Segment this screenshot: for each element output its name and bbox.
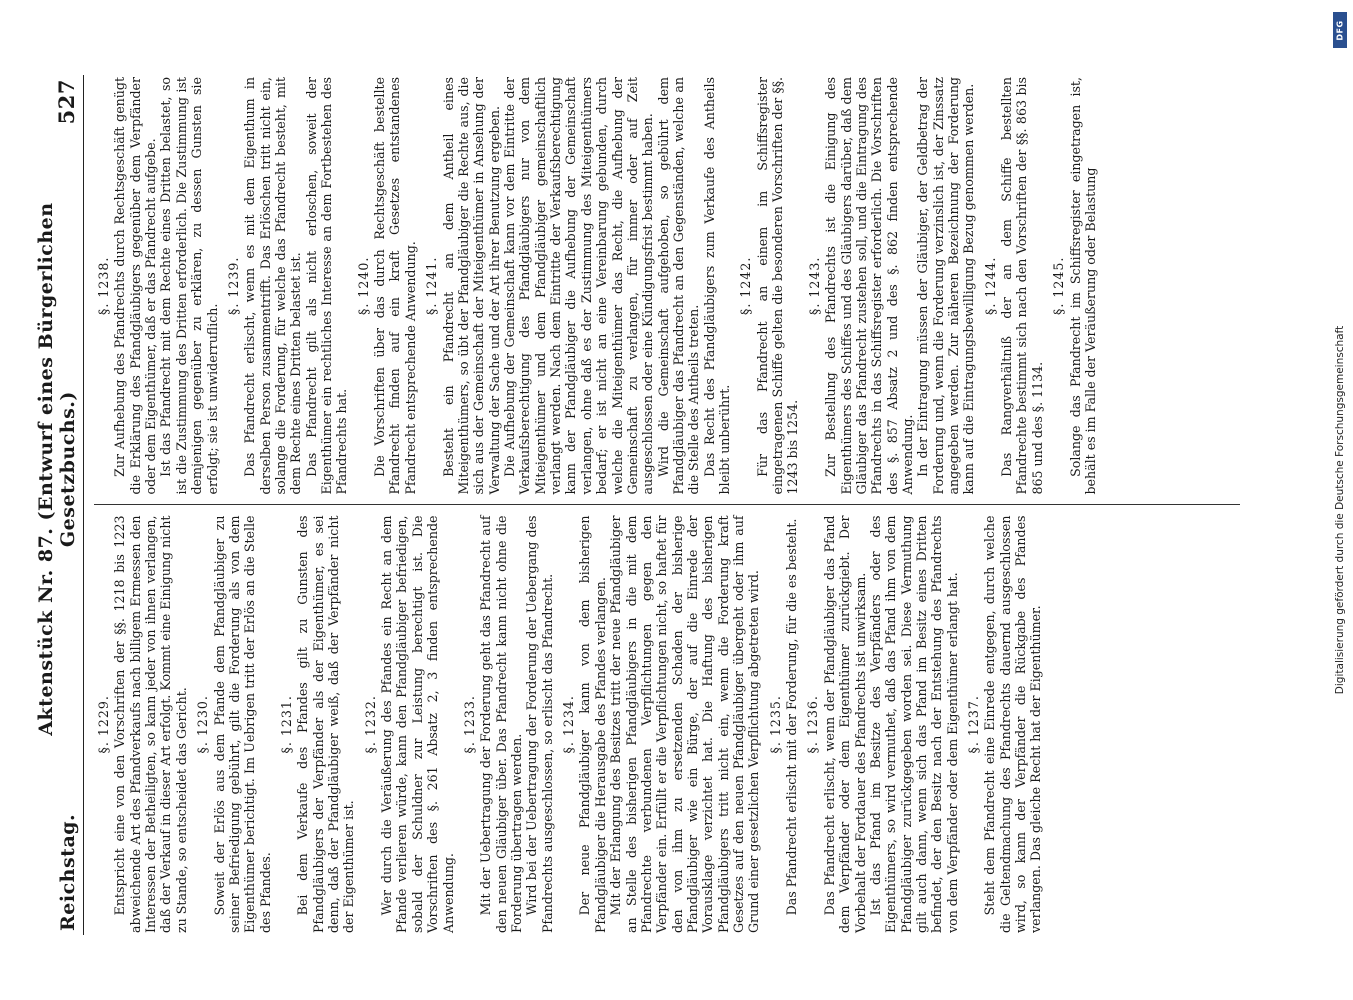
- paragraph-section: [96, 516, 189, 934]
- section-text: Besteht ein Pfandrecht an dem Antheil eines Miteigenthümers, so übt der Pfandgläubiger die Rechte aus, die sich aus der Gemeinschaft der Miteigenthümer in Ansehung der Verwaltung der Sache und der Art ihrer Benutzung ergeben.: [440, 77, 502, 495]
- paragraph-section: [966, 516, 1044, 934]
- section-number: §. 1241.: [424, 256, 440, 315]
- section-text: Mit der Uebertragung der Forderung geht das Pfandrecht auf den neuen Gläubiger über. Das Pfandrecht kann nicht ohne die Forderung übertragen werden.: [478, 515, 524, 933]
- section-text: Bei dem Verkaufe des Pfandes gilt zu Gunsten des Pfandgläubigers der Verpfänder als der Eigenthümer, es sei denn, daß der Pfandgläubiger weiß, daß der Verpfänder nicht der Eigenthümer ist.: [295, 515, 357, 933]
- section-text: Zur Bestellung des Pfandrechts ist die Einigung des Eigenthümers des Schiffes und des Gläubigers darüber, daß dem Gläubiger das Pfandrecht zustehen soll, und die Eintragung des Pfandrechts in das Schiffsregister erforderlich. Die Vorschriften des §. 857 Absatz 2 und des §. 862 finden entsprechende Anwendung.: [823, 77, 915, 495]
- section-number: §. 1242.: [738, 256, 754, 315]
- document-page: [35, 70, 1310, 940]
- digitisation-note-text: Digitalisierung gefördert durch die Deutsche Forschungsgemeinschaft: [1334, 325, 1346, 695]
- rotated-page-content: [35, 75, 1240, 935]
- right-column: [94, 75, 1240, 505]
- paragraph-section: [462, 516, 555, 934]
- dfg-logo: DFG: [1333, 12, 1347, 48]
- section-number: §. 1239.: [225, 256, 241, 315]
- section-text: Steht dem Pfandrecht eine Einrede entgegen, durch welche die Geltendmachung des Pfandrechts dauernd ausgeschlossen wird, so kann der Verpfänder die Rückgabe des Pfandes verlangen. Das gleiche Recht hat der Eigenthümer.: [982, 515, 1044, 933]
- section-text: Die Aufhebung der Gemeinschaft kann vor dem Eintritte der Verkaufsberechtigung des Pfandgläubigers nur von dem Miteigenthümer und dem Pfandgläubiger gemeinschaftlich verlangt werden. Nach dem Eintritte der Verkaufsberechtigung kann der Pfandgläubiger die Aufhebung der Gemeinschaft verlangen, ohne daß es der Zustimmung des Miteigenthümers bedarf; er ist nicht an eine Vereinbarung gebunden, durch welche die Miteigenthümer das Recht, die Aufhebung der Gemeinschaft zu verlangen, für immer oder auf Zeit ausgeschlossen oder eine Kündigungsfrist bestimmt haben.: [501, 77, 656, 495]
- section-number: §. 1229.: [96, 695, 111, 754]
- section-text: Soweit der Erlös aus dem Pfande dem Pfandgläubiger zu seiner Befriedigung gebührt, gilt die Forderung als von dem Eigenthümer berichtigt. Im Uebrigen tritt der Erlös an die Stelle des Pfandes.: [211, 515, 273, 933]
- paragraph-section: [226, 77, 350, 495]
- section-number: §. 1234.: [561, 695, 577, 754]
- section-text: Ist das Pfandrecht mit dem Rechte eines Dritten belastet, so ist die Zustimmung des Dritten erforderlich. Die Zustimmung ist demjenigen gegenüber zu erklären, zu dessen Gunsten sie erfolgt; sie ist unwiderruflich.: [158, 77, 220, 495]
- section-number: §. 1231.: [278, 695, 294, 754]
- paragraph-section: [424, 77, 732, 495]
- paragraph-section: [807, 77, 977, 495]
- paragraph-section: [805, 516, 960, 934]
- paragraph-section: [363, 516, 456, 934]
- section-text: Entspricht eine von den Vorschriften der §§. 1218 bis 1223 abweichende Art des Pfandverkaufs nach billigem Ermessen den Interessen der Betheiligten, so kann jeder von ihnen verlangen, daß der Verkauf in dieser Art erfolgt. Kommt eine Einigung nicht zu Stande, so entscheidet das Gericht.: [112, 515, 189, 933]
- section-text: Solange das Pfandrecht im Schiffsregister eingetragen ist, behält es im Falle der Veräußerung oder Belastung: [1067, 77, 1098, 495]
- section-text: Das Rangverhältniß der an dem Schiffe bestellten Pfandrechte bestimmt sich nach den Vorschriften der §§. 863 bis 865 und des §. 1134.: [999, 77, 1045, 495]
- section-text: Das Pfandrecht erlischt mit der Forderung, für die es besteht.: [784, 518, 800, 916]
- paragraph-section: [279, 516, 357, 934]
- section-text: Für das Pfandrecht an einem im Schiffsregister eingetragenen Schiffe gelten die besonderen Vorschriften der §§. 1243 bis 1254.: [754, 77, 801, 495]
- section-text: Wird die Gemeinschaft aufgehoben, so gebührt dem Pfandgläubiger das Pfandrecht an den Gegenständen, welche an die Stelle des Antheils treten.: [655, 77, 702, 495]
- paragraph-section: [1051, 77, 1098, 495]
- paragraph-section: [96, 77, 220, 495]
- section-number: §. 1243.: [806, 256, 822, 315]
- section-number: §. 1238.: [96, 256, 111, 315]
- paragraph-section: [561, 516, 762, 934]
- section-text: Mit der Erlangung des Besitzes tritt der neue Pfandgläubiger an Stelle des bisherigen Pfandgläubigers in die mit dem Pfandrechte verbundenen Verpflichtungen gegen den Verpfänder ein. Erfüllt er die Verpflichtungen nicht, so haftet für den von ihm zu ersetzenden Schaden der bisherige Pfandgläubiger wie ein Bürge, der auf die Einrede der Vorausklage verzichtet hat. Die Haftung des bisherigen Pfandgläubigers tritt nicht ein, wenn die Forderung kraft Gesetzes auf den neuen Pfandgläubiger übergeht oder ihm auf Grund einer gesetzlichen Verpflichtung abgetreten wird.: [608, 515, 762, 933]
- section-number: §. 1233.: [461, 695, 477, 754]
- section-text: Das Pfandrecht erlischt, wenn es mit dem Eigenthum in derselben Person zusammentrifft. Das Erlöschen tritt nicht ein, solange die Forderung, für welche das Pfandrecht besteht, mit dem Rechte eines Dritten belastet ist.: [242, 77, 304, 495]
- section-number: §. 1235.: [767, 695, 783, 754]
- header-title: Aktenstück Nr. 87. (Entwurf eines Bürgerlichen Gesetzbuchs.): [35, 202, 79, 736]
- section-number: §. 1237.: [966, 695, 982, 754]
- section-text: Das Pfandrecht gilt als nicht erloschen, soweit der Eigenthümer ein rechtliches Interesse an dem Fortbestehen des Pfandrechts hat.: [303, 77, 350, 495]
- section-text: In der Eintragung müssen der Gläubiger, der Geldbetrag der Forderung und, wenn die Forderung verzinslich ist, der Zinssatz angegeben werden. Zur näheren Bezeichnung der Forderung kann auf die Eintragungsbewilligung Bezug genommen werden.: [915, 77, 977, 495]
- section-text: Zur Aufhebung des Pfandrechts durch Rechtsgeschäft genügt die Erklärung des Pfandgläubigers gegenüber dem Verpfänder oder dem Eigenthümer, daß er das Pfandrecht aufgebe.: [112, 77, 159, 495]
- paragraph-section: [195, 516, 273, 934]
- section-text: Der neue Pfandgläubiger kann von dem bisherigen Pfandgläubiger die Herausgabe des Pfandes verlangen.: [577, 515, 608, 933]
- section-number: §. 1245.: [1051, 256, 1067, 315]
- section-number: §. 1230.: [195, 695, 211, 754]
- paragraph-section: [356, 77, 418, 495]
- section-text: Das Pfandrecht erlischt, wenn der Pfandgläubiger das Pfand dem Verpfänder oder dem Eigenthümer zurückgiebt. Der Vorbehalt der Fortdauer des Pfandrechts ist unwirksam.: [821, 515, 868, 933]
- section-text: Wer durch die Veräußerung des Pfandes ein Recht an dem Pfande verlieren würde, kann den Pfandgläubiger befriedigen, sobald der Schuldner zur Leistung berechtigt ist. Die Vorschriften des §. 261 Absatz 2, 3 finden entsprechende Anwendung.: [379, 515, 456, 933]
- section-text: Ist das Pfand im Besitze des Verpfänders oder des Eigenthümers, so wird vermuthet, daß das Pfand ihm von dem Pfandgläubiger zurückgegeben worden sei. Diese Vermuthung gilt auch dann, wenn sich das Pfand im Besitz eines Dritten befindet, der den Besitz nach der Entstehung des Pfandrechts von dem Verpfänder oder dem Eigenthümer erlangt hat.: [867, 515, 960, 933]
- header-left: Reichstag.: [57, 813, 79, 931]
- page-number: 527: [54, 79, 79, 125]
- paragraph-section: [738, 77, 800, 495]
- text-columns: [94, 75, 1240, 935]
- section-number: §. 1236.: [805, 695, 821, 754]
- paragraph-section: [983, 77, 1045, 495]
- section-text: Das Recht des Pfandgläubigers zum Verkaufe des Antheils bleibt unberührt.: [701, 77, 733, 495]
- section-text: Die Vorschriften über das durch Rechtsgeschäft bestellte Pfandrecht finden auf ein kraft Gesetzes entstandenes Pfandrecht entsprechende Anwendung.: [372, 77, 418, 495]
- paragraph-section: [768, 516, 800, 934]
- section-number: §. 1232.: [362, 695, 378, 754]
- section-text: Wird bei der Uebertragung der Forderung der Uebergang des Pfandrechts ausgeschlossen, so erlischt das Pfandrecht.: [524, 515, 555, 933]
- section-number: §. 1244.: [982, 256, 998, 315]
- digitisation-note: [1331, 30, 1349, 990]
- section-number: §. 1240.: [355, 256, 371, 315]
- running-head: [35, 75, 84, 935]
- left-column: [94, 505, 1240, 936]
